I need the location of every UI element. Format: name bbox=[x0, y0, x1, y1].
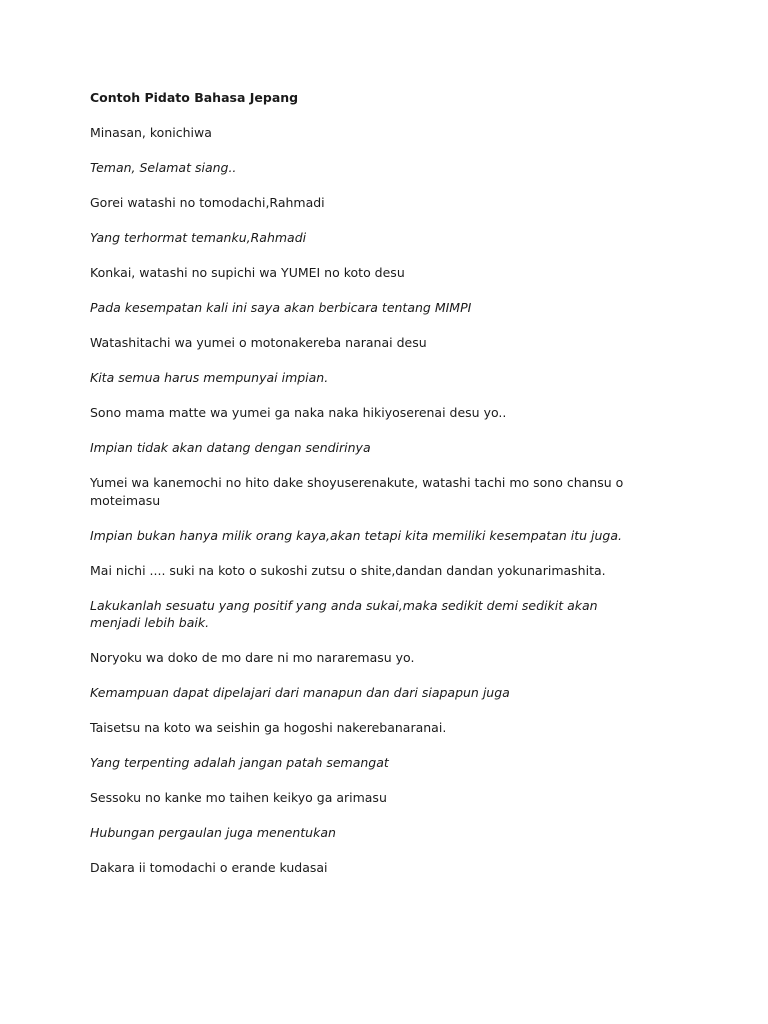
romaji-paragraph: Noryoku wa doko de mo dare ni mo nararemasu yo. bbox=[90, 650, 415, 665]
translation-paragraph: Kita semua harus mempunyai impian. bbox=[90, 370, 329, 385]
translation-paragraph: Teman, Selamat siang.. bbox=[90, 160, 237, 175]
translation-paragraph: Impian tidak akan datang dengan sendirinya bbox=[90, 440, 371, 455]
translation-paragraph: Pada kesempatan kali ini saya akan berbicara tentang MIMPI bbox=[90, 300, 472, 315]
romaji-paragraph: Yumei wa kanemochi no hito dake shoyuserenakute, watashi tachi mo sono chansu o moteimasu bbox=[90, 475, 624, 508]
translation-paragraph: Kemampuan dapat dipelajari dari manapun dan dari siapapun juga bbox=[90, 685, 510, 700]
romaji-paragraph: Minasan, konichiwa bbox=[90, 125, 212, 140]
romaji-paragraph: Dakara ii tomodachi o erande kudasai bbox=[90, 860, 328, 875]
document-title: Contoh Pidato Bahasa Jepang bbox=[90, 90, 299, 105]
translation-paragraph: Yang terhormat temanku,Rahmadi bbox=[90, 230, 307, 245]
romaji-paragraph: Watashitachi wa yumei o motonakereba naranai desu bbox=[90, 335, 427, 350]
translation-paragraph: Lakukanlah sesuatu yang positif yang anda sukai,maka sedikit demi sedikit akan menjadi lebih baik. bbox=[90, 597, 598, 630]
romaji-paragraph: Taisetsu na koto wa seishin ga hogoshi nakerebanaranai. bbox=[90, 720, 447, 735]
romaji-paragraph: Mai nichi .... suki na koto o sukoshi zutsu o shite,dandan dandan yokunarimashita. bbox=[90, 562, 606, 578]
document-page bbox=[90, 89, 650, 894]
translation-paragraph: Hubungan pergaulan juga menentukan bbox=[90, 825, 336, 840]
romaji-paragraph: Konkai, watashi no supichi wa YUMEI no koto desu bbox=[90, 265, 405, 280]
romaji-paragraph: Sono mama matte wa yumei ga naka naka hikiyoserenai desu yo.. bbox=[90, 405, 507, 420]
romaji-paragraph: Sessoku no kanke mo taihen keikyo ga arimasu bbox=[90, 790, 387, 805]
document-body bbox=[90, 124, 650, 877]
translation-paragraph: Impian bukan hanya milik orang kaya,akan tetapi kita memiliki kesempatan itu juga. bbox=[90, 527, 623, 543]
romaji-paragraph: Gorei watashi no tomodachi,Rahmadi bbox=[90, 195, 325, 210]
translation-paragraph: Yang terpenting adalah jangan patah semangat bbox=[90, 755, 389, 770]
